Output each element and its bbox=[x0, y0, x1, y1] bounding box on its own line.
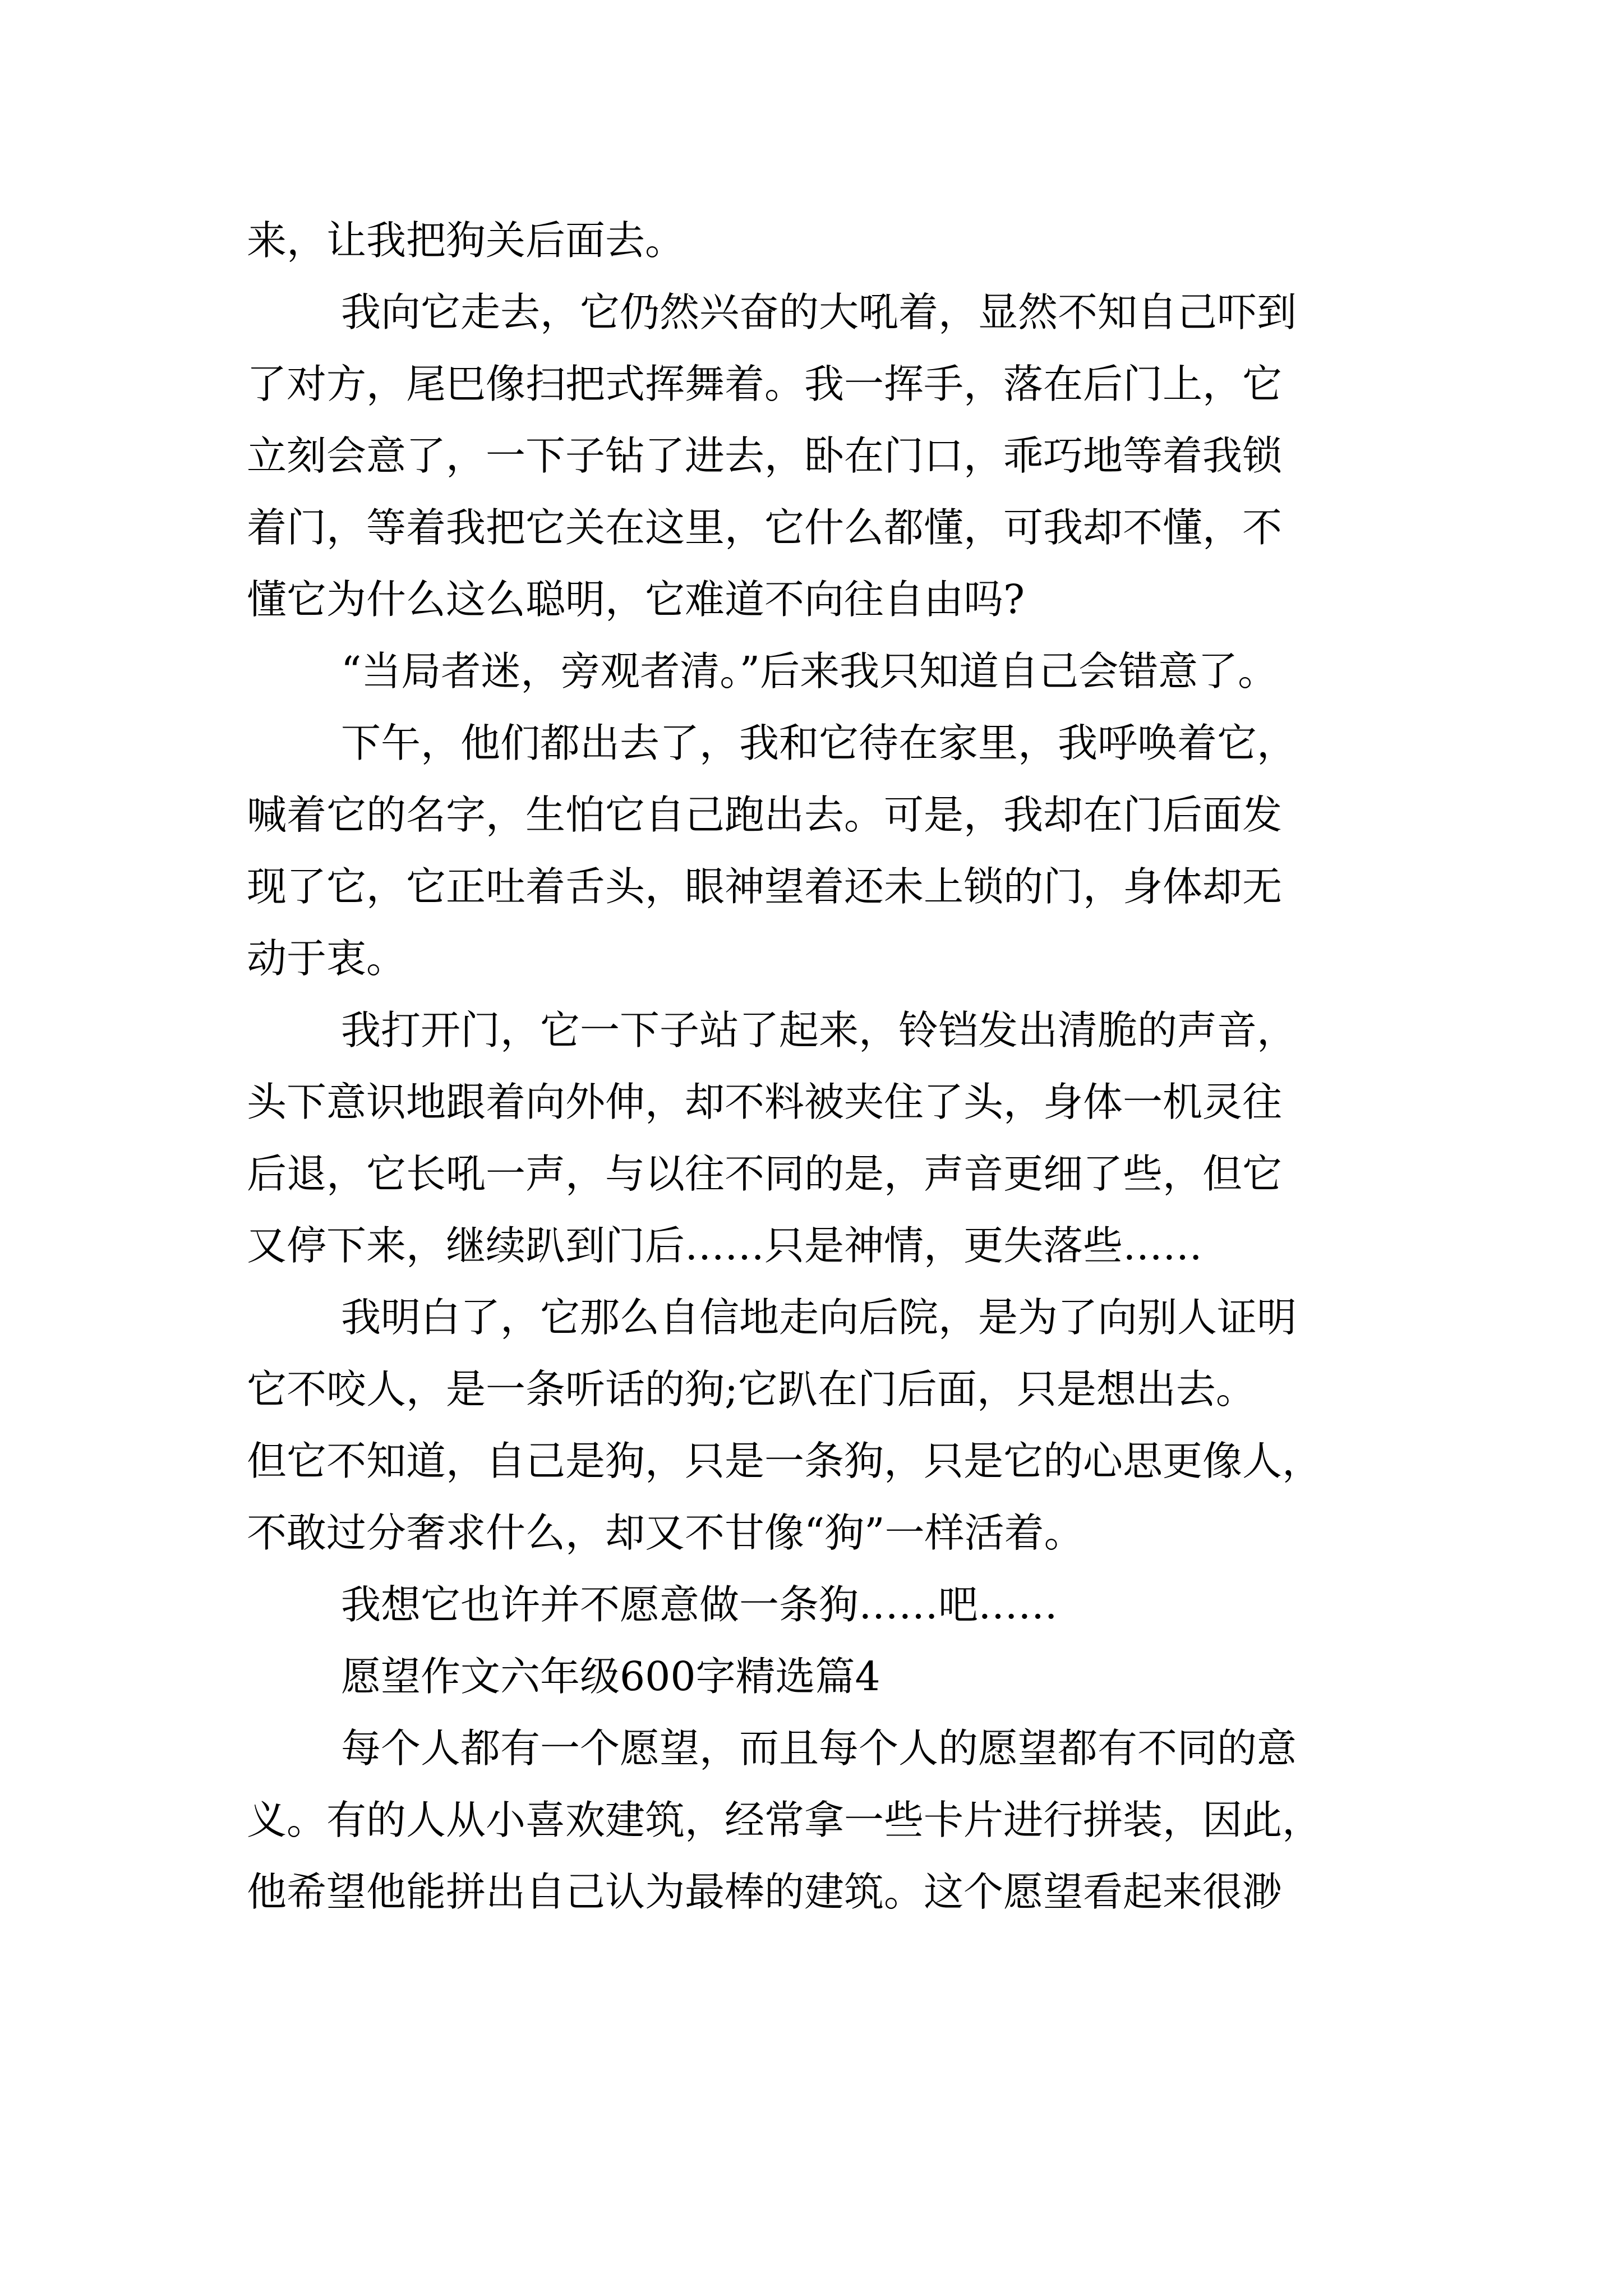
text-line: 每个人都有一个愿望，而且每个人的愿望都有不同的意 bbox=[341, 1725, 1297, 1772]
text-line: 了对方，尾巴像扫把式挥舞着。我一挥手，落在后门上，它 bbox=[247, 361, 1283, 407]
text-line: 我打开门，它一下子站了起来，铃铛发出清脆的声音， bbox=[341, 1007, 1297, 1053]
text-line: 我向它走去，它仍然兴奋的大吼着，显然不知自己吓到 bbox=[341, 289, 1297, 335]
text-line: 下午，他们都出去了，我和它待在家里，我呼唤着它， bbox=[341, 720, 1297, 766]
text-line: 它不咬人，是一条听话的狗;它趴在门后面，只是想出去。 bbox=[247, 1366, 1256, 1412]
text-line: 我明白了，它那么自信地走向后院，是为了向别人证明 bbox=[341, 1294, 1297, 1341]
text-line: 但它不知道，自己是狗，只是一条狗，只是它的心思更像人， bbox=[247, 1438, 1322, 1484]
document-body bbox=[247, 205, 1398, 1928]
text-line: 他希望他能拼出自己认为最棒的建筑。这个愿望看起来很渺 bbox=[247, 1869, 1283, 1915]
text-line: 不敢过分奢求什么，却又不甘像“狗”一样活着。 bbox=[247, 1510, 1084, 1556]
text-line: 后退，它长吼一声，与以往不同的是，声音更细了些，但它 bbox=[247, 1151, 1283, 1197]
text-line: 喊着它的名字，生怕它自己跑出去。可是，我却在门后面发 bbox=[247, 792, 1283, 838]
text-line: 我想它也许并不愿意做一条狗……吧…… bbox=[341, 1581, 1058, 1628]
text-line: 愿望作文六年级600字精选篇4 bbox=[341, 1653, 880, 1700]
text-line: 义。有的人从小喜欢建筑，经常拿一些卡片进行拼装，因此， bbox=[247, 1797, 1322, 1843]
text-line: 现了它，它正吐着舌头，眼神望着还未上锁的门，身体却无 bbox=[247, 863, 1283, 910]
text-line: 头下意识地跟着向外伸，却不料被夹住了头，身体一机灵往 bbox=[247, 1079, 1283, 1125]
text-line: 着门，等着我把它关在这里，它什么都懂，可我却不懂，不 bbox=[247, 504, 1283, 551]
text-line: “当局者迷，旁观者清。”后来我只知道自己会错意了。 bbox=[341, 648, 1278, 694]
text-line: 立刻会意了，一下子钻了进去，卧在门口，乖巧地等着我锁 bbox=[247, 432, 1283, 479]
text-line: 懂它为什么这么聪明，它难道不向往自由吗? bbox=[247, 576, 1025, 623]
text-line: 来，让我把狗关后面去。 bbox=[247, 217, 685, 264]
text-line: 又停下来，继续趴到门后……只是神情，更失落些…… bbox=[247, 1222, 1203, 1269]
text-line: 动于衷。 bbox=[247, 935, 407, 982]
